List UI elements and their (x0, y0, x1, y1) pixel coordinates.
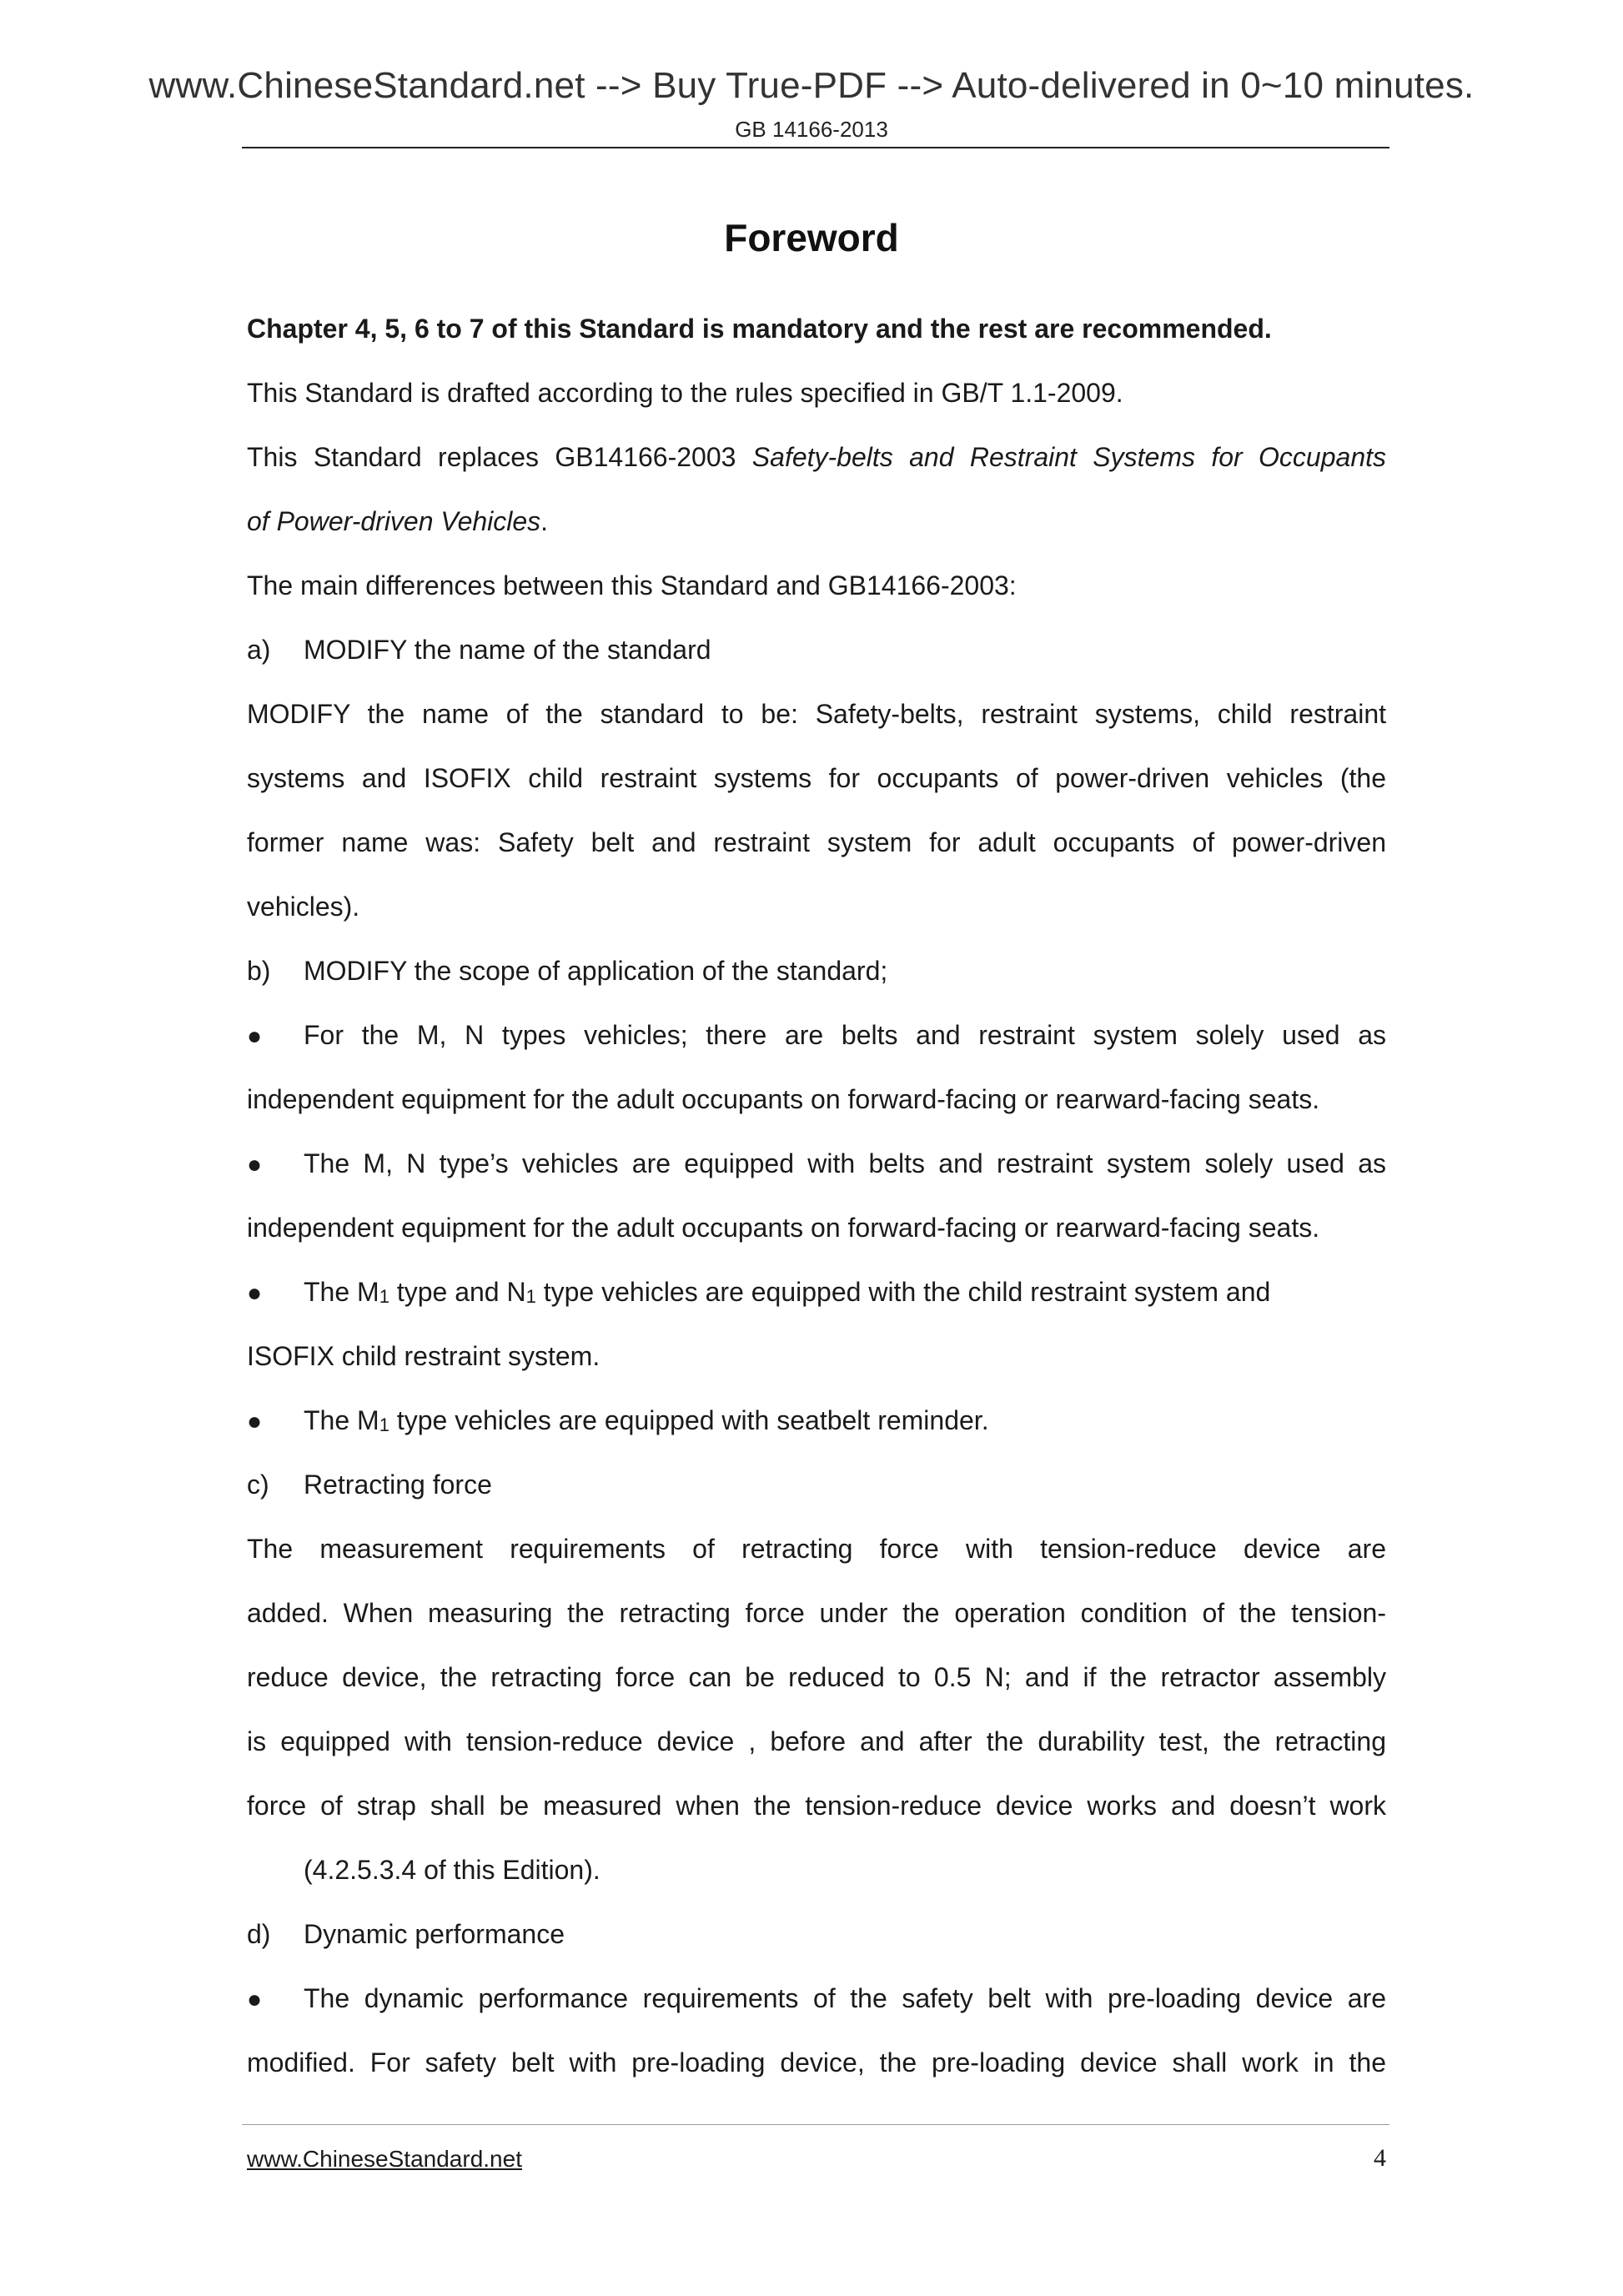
differences-intro: The main differences between this Standard and GB14166-2003: (247, 570, 1017, 600)
b-bullet2-line1 (247, 1132, 1386, 1196)
item-c-line5: force of strap shall be measured when the tension-reduce device works and doesn’t work (247, 1791, 1386, 1821)
item-c-line3: reduce device, the retracting force can be reduced to 0.5 N; and if the retractor assembly (247, 1662, 1386, 1692)
replaces-note-line1 (247, 425, 1386, 490)
item-c-heading (247, 1453, 1386, 1517)
item-b-heading (247, 939, 1386, 1003)
b-bullet3-line2: ISOFIX child restraint system. (247, 1341, 600, 1371)
b-bullet2-text: The M, N type’s vehicles are equipped with belts and restraint system solely used as (304, 1148, 1386, 1178)
bullet-dot-icon: ● (247, 1279, 263, 1307)
item-a-text-line2: systems and ISOFIX child restraint systems for occupants of power-driven vehicles (the (247, 763, 1386, 793)
page-title: Foreword (724, 216, 899, 259)
item-c-marker: c) (247, 1470, 269, 1500)
b-bullet2-line2: independent equipment for the adult occupants on forward-facing or rearward-facing seats. (247, 1213, 1320, 1243)
replaced-standard-title-part1: Safety-belts and Restraint Systems for Occupants (751, 442, 1386, 472)
bullet-dot-icon: ● (247, 1986, 263, 2013)
replaces-note-line2 (247, 490, 1386, 554)
b-bullet1-text: For the M, N types vehicles; there are belts and restraint system solely used as (304, 1020, 1386, 1050)
replaces-suffix: . (540, 506, 549, 536)
bullet-dot-icon: ● (247, 1022, 263, 1050)
item-d-title: Dynamic performance (304, 1919, 565, 1949)
item-d-heading (247, 1902, 1386, 1967)
b-bullet3-text: The $M_1$ type and $N_1$ type vehicles are equipped with the child restraint system and (304, 1277, 1271, 1307)
footer-divider (242, 2124, 1389, 2125)
item-b-title: MODIFY the scope of application of the standard; (304, 956, 888, 986)
item-c-line2: added. When measuring the retracting force under the operation condition of the tension- (247, 1598, 1386, 1628)
item-c-line4: is equipped with tension-reduce device , before and after the durability test, the retracting (247, 1726, 1386, 1756)
document-body (247, 297, 1386, 2095)
b-bullet3-line1 (247, 1260, 1386, 1324)
item-b-marker: b) (247, 956, 271, 986)
item-c-title: Retracting force (304, 1470, 492, 1500)
header-divider (242, 147, 1389, 148)
item-a-text-line4: vehicles). (247, 892, 360, 922)
item-d-marker: d) (247, 1919, 271, 1949)
item-a-marker: a) (247, 635, 271, 665)
item-c-line6: (4.2.5.3.4 of this Edition). (304, 1855, 600, 1885)
d-bullet1-line2: modified. For safety belt with pre-loading device, the pre-loading device shall work in the (247, 2047, 1386, 2077)
mandatory-note: Chapter 4, 5, 6 to 7 of this Standard is mandatory and the rest are recommended. (247, 314, 1272, 344)
item-a-title: MODIFY the name of the standard (304, 635, 711, 665)
item-a-text-line3: former name was: Safety belt and restraint system for adult occupants of power-driven (247, 827, 1386, 857)
b-bullet1-line2: independent equipment for the adult occupants on forward-facing or rearward-facing seats. (247, 1084, 1320, 1114)
item-a-heading (247, 618, 1386, 682)
standard-number: GB 14166-2013 (735, 117, 888, 142)
replaces-prefix: This Standard replaces GB14166-2003 (247, 442, 752, 472)
replaced-standard-title-part2: of Power-driven Vehicles (247, 506, 541, 536)
item-c-line1: The measurement requirements of retracting force with tension-reduce device are (247, 1534, 1386, 1564)
source-banner: www.ChineseStandard.net --> Buy True-PDF --> Auto-delivered in 0~10 minutes. (148, 65, 1475, 106)
item-a-text-line1: MODIFY the name of the standard to be: Safety-belts, restraint systems, child restraint (247, 699, 1386, 729)
bullet-dot-icon: ● (247, 1408, 263, 1435)
d-bullet1-line1 (247, 1967, 1386, 2031)
drafted-note: This Standard is drafted according to the rules specified in GB/T 1.1-2009. (247, 378, 1123, 408)
bullet-dot-icon: ● (247, 1151, 263, 1178)
d-bullet1-text: The dynamic performance requirements of the safety belt with pre-loading device are (304, 1983, 1386, 2013)
page-number: 4 (1374, 2144, 1386, 2172)
b-bullet1-line1 (247, 1003, 1386, 1068)
b-bullet4-text: The $M_1$ type vehicles are equipped with seatbelt reminder. (304, 1405, 989, 1435)
b-bullet4-line1 (247, 1389, 1386, 1453)
footer-site-link[interactable]: www.ChineseStandard.net (247, 2146, 522, 2172)
